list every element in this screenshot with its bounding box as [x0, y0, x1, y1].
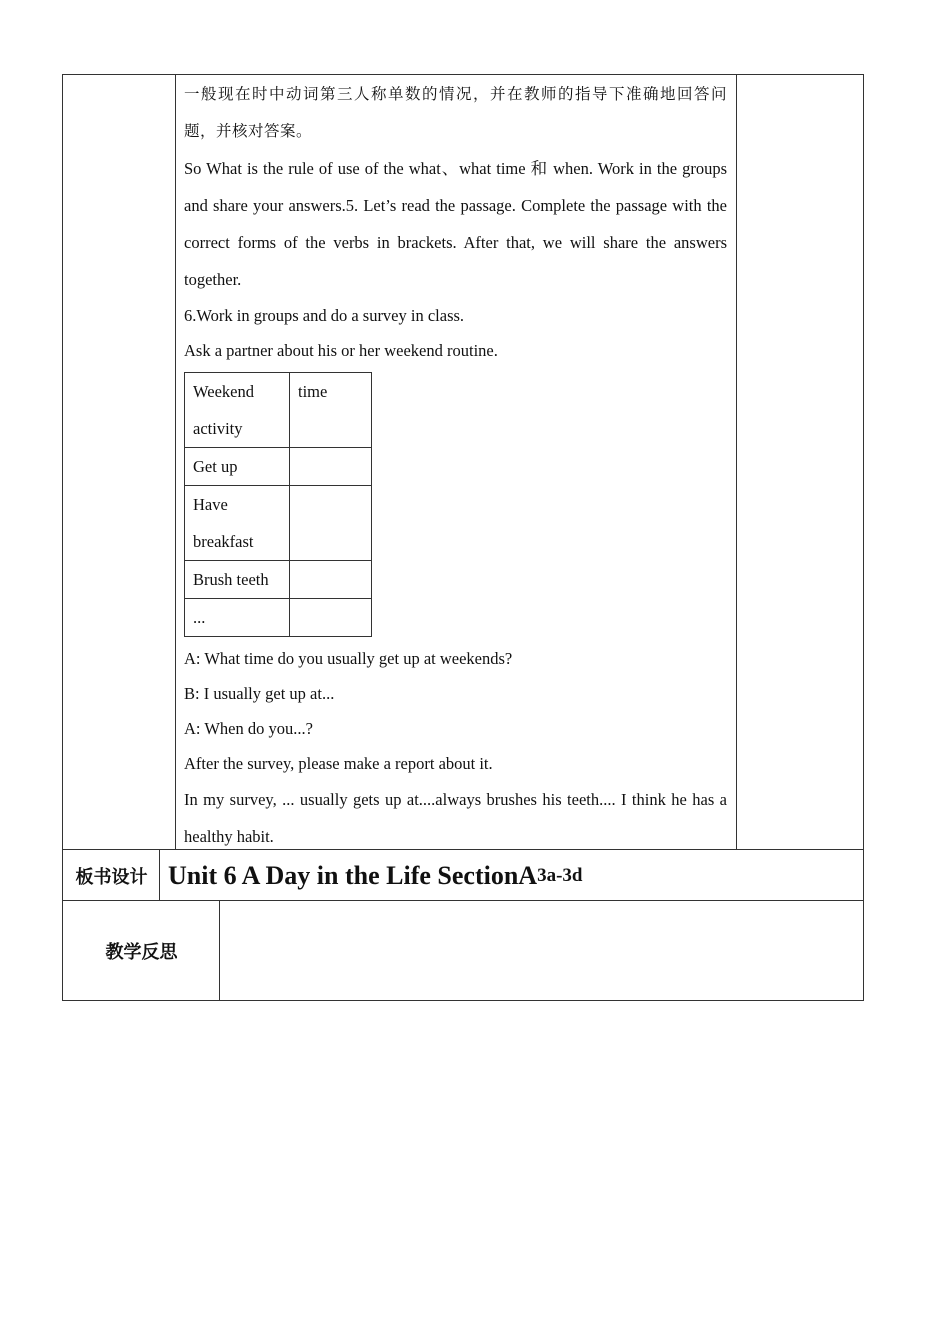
paragraph-rule-question: So What is the rule of use of the what、what time 和 when. Work in the groups and share your answers.5. Let’s read the passage. Complete the passage with the correct forms of the verbs in brackets. After that, we will share the answers together.: [184, 159, 727, 289]
table-cell: Brush teeth: [185, 561, 290, 599]
board-title-suffix: 3a-3d: [537, 864, 583, 886]
table-header-cell: time: [290, 373, 372, 448]
dialogue-line: A: When do you...?: [184, 719, 313, 738]
board-design-label: 板书设计: [75, 866, 148, 888]
dialogue-line: B: I usually get up at...: [184, 684, 335, 703]
table-cell: [290, 599, 372, 637]
table-row: [185, 448, 372, 486]
board-title-main: Unit 6 A Day in the Life SectionA: [168, 860, 538, 890]
table-cell: Have breakfast: [185, 486, 290, 561]
teaching-reflection-content: [228, 910, 854, 990]
teaching-reflection-label: 教学反思: [105, 942, 178, 963]
column-divider-left: [175, 74, 176, 850]
table-row: [185, 599, 372, 637]
table-cell: Get up: [185, 448, 290, 486]
table-header-cell: Weekend activity: [185, 373, 290, 448]
paragraph-report-sample: In my survey, ... usually gets up at....always brushes his teeth.... I think he has a healthy habit.: [184, 790, 727, 846]
table-header-row: [185, 373, 372, 448]
column-divider-right: [736, 74, 737, 850]
paragraph-ask-partner: Ask a partner about his or her weekend routine.: [184, 341, 498, 360]
table-cell: [290, 486, 372, 561]
survey-table: [184, 372, 372, 637]
teaching-procedure-cell: [184, 76, 727, 855]
table-cell: [290, 448, 372, 486]
paragraph-report-instruction: After the survey, please make a report about it.: [184, 754, 493, 773]
paragraph-survey-instruction: 6.Work in groups and do a survey in class.: [184, 306, 465, 325]
table-row: [185, 486, 372, 561]
dialogue-line: A: What time do you usually get up at weekends?: [184, 649, 513, 668]
table-cell: [290, 561, 372, 599]
board-design-title: [168, 850, 582, 901]
table-cell: ...: [185, 599, 290, 637]
table-row: [185, 561, 372, 599]
paragraph-grammar-note: 一般现在时中动词第三人称单数的情况，并在教师的指导下准确地回答问题，并核对答案。: [184, 85, 727, 140]
